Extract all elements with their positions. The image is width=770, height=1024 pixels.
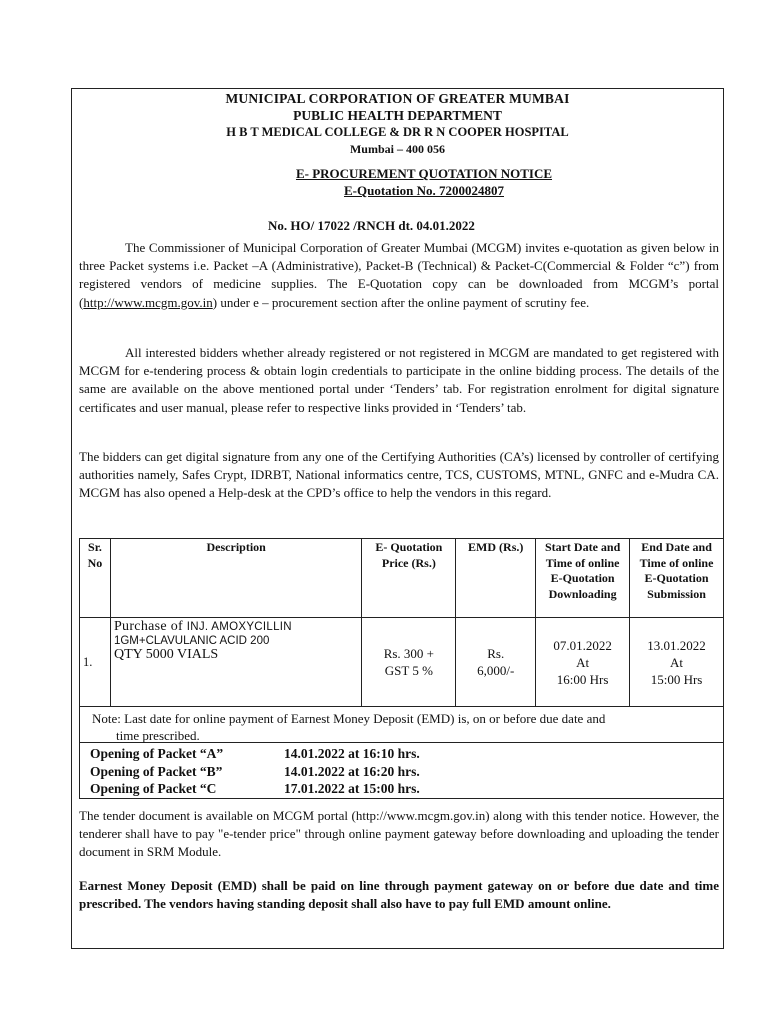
start-time: 16:00 Hrs: [556, 671, 609, 687]
price-gst: GST 5 %: [384, 663, 433, 678]
notice-page: [71, 88, 724, 949]
end-at: At: [670, 654, 684, 670]
row-description: [110, 618, 361, 707]
opening-value-a: 14.01.2022 at 16:10 hrs.: [284, 746, 420, 761]
opening-row-a: [80, 745, 723, 763]
desc-lead: Purchase of: [113, 619, 187, 634]
row-sr-no: 1.: [80, 618, 111, 707]
packet-openings: [79, 743, 724, 799]
start-at: At: [576, 654, 590, 670]
intro-paragraph: [79, 239, 719, 312]
dept-heading: PUBLIC HEALTH DEPARTMENT: [293, 108, 502, 123]
emd-currency: Rs.: [487, 646, 505, 661]
hospital-heading: H B T MEDICAL COLLEGE & DR R N COOPER HOSPITAL: [226, 125, 569, 139]
header-end-date: End Date and Time of online E-Quotation Submission: [630, 539, 724, 618]
table-row: [80, 618, 724, 707]
quotation-number: E-Quotation No. 7200024807: [344, 183, 504, 198]
header-emd: EMD (Rs.): [456, 539, 536, 618]
quotation-table: [79, 538, 724, 707]
opening-row-b: [80, 763, 723, 781]
opening-label-a: Opening of Packet “A”: [90, 746, 224, 761]
row-start: [536, 618, 630, 707]
header-price: E- Quotation Price (Rs.): [362, 539, 456, 618]
notice-title: E- PROCUREMENT QUOTATION NOTICE: [295, 166, 553, 181]
end-time: 15:00 Hrs: [650, 671, 703, 687]
header-sr-no: Sr. No: [80, 539, 111, 618]
start-date: 07.01.2022: [553, 637, 612, 653]
emd-note: [79, 707, 724, 743]
registration-paragraph: All interested bidders whether already registered or not registered in MCGM are mandated to get registered with MCGM for e-tendering process & obtain login credentials to participate in the online bidding process. The details of the same are available on the above mentioned portal under ‘Tenders’ tab. For registration enrolment for digital signature certificates and user manual, please refer to respective links provided in ‘Tenders’ tab.: [79, 345, 719, 415]
intro-text-b: ) under e – procurement section after the online payment of scrutiny fee.: [212, 294, 590, 310]
opening-value-c: 17.01.2022 at 15:00 hrs.: [284, 781, 420, 796]
desc-quantity: QTY 5000 VIALS: [113, 647, 219, 662]
intro-text-a: The Commissioner of Municipal Corporation of Greater Mumbai (MCGM) invites e-quotation as given below in three Packet systems i.e. Packet –A (Administrative), Packet-B (Technical) & Packet-C(Commercial & Folder “c”) from registered vendors of medicine supplies. The E-Quotation copy can be downloaded from MCGM’s portal (: [79, 240, 719, 310]
emd-amount: 6,000/-: [477, 663, 515, 678]
desc-drug: INJ. AMOXYCILLIN: [186, 621, 292, 633]
opening-label-b: Opening of Packet “B”: [90, 763, 223, 779]
header-description: Description: [110, 539, 361, 618]
opening-label-c: Opening of Packet “C: [90, 781, 217, 796]
row-end: [630, 618, 724, 707]
desc-composition: 1GM+CLAVULANIC ACID 200: [113, 635, 270, 647]
note-line-2: time prescribed.: [116, 728, 200, 743]
opening-row-c: [80, 780, 723, 798]
tender-document-paragraph: The tender document is available on MCGM portal (http://www.mcgm.gov.in) along with this tender notice. However, the tenderer shall have to pay "e-tender price" through online payment gateway before downloading and uploading the tender document in SRM Module.: [79, 808, 719, 860]
end-date: 13.01.2022: [647, 637, 706, 653]
table-header-row: [80, 539, 724, 618]
note-line-1: Note: Last date for online payment of Earnest Money Deposit (EMD) is, on or before due date and: [92, 711, 606, 726]
header-start-date: Start Date and Time of online E-Quotation Downloading: [536, 539, 630, 618]
org-heading: MUNICIPAL CORPORATION OF GREATER MUMBAI: [225, 91, 570, 106]
row-price: [362, 618, 456, 707]
city-heading: Mumbai – 400 056: [349, 142, 445, 156]
emd-payment-paragraph: Earnest Money Deposit (EMD) shall be paid on line through payment gateway on or before due date and time prescribed. The vendors having standing deposit shall also have to pay full EMD amount online.: [79, 878, 719, 912]
signature-paragraph: The bidders can get digital signature from any one of the Certifying Authorities (CA’s) licensed by controller of certifying authorities namely, Safes Crypt, IDRBT, National informatics centre, TCS, CUSTOMS, MTNL, GNFC and e-Mudra CA. MCGM has also opened a Help-desk at the CPD’s office to help the vendors in this regard.: [79, 449, 719, 501]
row-emd: [456, 618, 536, 707]
opening-value-b: 14.01.2022 at 16:20 hrs.: [284, 763, 420, 779]
reference-number: No. HO/ 17022 /RNCH dt. 04.01.2022: [268, 218, 475, 233]
price-amount: Rs. 300 +: [383, 646, 434, 661]
mcgm-portal-link[interactable]: http://www.mcgm.gov.in: [83, 294, 213, 310]
